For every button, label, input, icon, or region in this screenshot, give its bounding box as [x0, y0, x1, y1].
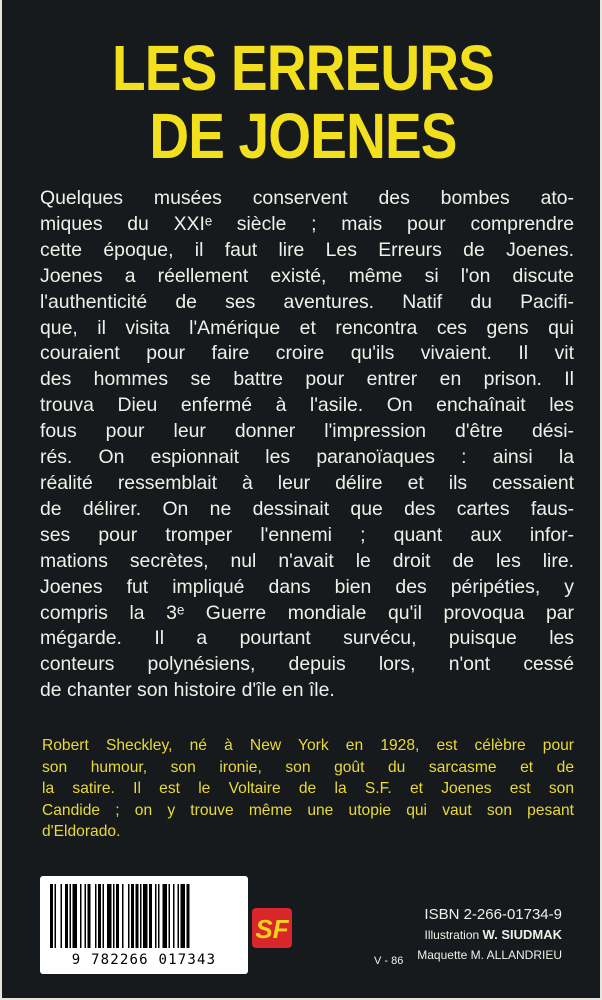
author-bio	[42, 735, 574, 843]
barcode-bar	[80, 884, 82, 948]
synopsis-line: de chanter son histoire d'île en île.	[40, 679, 335, 702]
synopsis-line: réalité ressemblait à leur délire et ils cessaient	[40, 471, 574, 494]
synopsis-line: rés. On espionnait les paranoïaques : ainsi la	[40, 446, 574, 469]
barcode-bar	[107, 884, 112, 948]
barcode-bar	[98, 884, 101, 948]
synopsis-line: ses pour tromper l'ennemi ; quant aux infor-	[40, 523, 574, 546]
synopsis-line: de délirer. On ne dessinait que des cartes faus-	[40, 497, 574, 520]
barcode-bar	[155, 884, 157, 948]
title-line-2: DE JOENES	[149, 100, 457, 172]
book-title	[44, 34, 562, 170]
barcode-bar	[65, 884, 68, 948]
barcode-bar	[50, 884, 53, 948]
barcode-bar	[61, 884, 63, 948]
publication-info	[417, 905, 562, 965]
synopsis-line: que, il visita l'Amérique et rencontra ces gens qui	[40, 316, 574, 339]
synopsis-line: fous pour leur donner l'impression d'être dési-	[40, 420, 574, 443]
illustration-label: Illustration	[424, 928, 480, 942]
synopsis-line: l'authenticité de ses aventures. Natif du Pacifi-	[40, 290, 574, 313]
barcode-bars	[48, 884, 240, 950]
title-line-1: LES ERREURS	[111, 32, 495, 104]
synopsis-line: Quelques musées conservent des bombes ato-	[40, 187, 574, 209]
author-bio-line: Robert Sheckley, né à New York en 1928, est célèbre pour	[42, 737, 574, 754]
barcode-bar	[178, 884, 180, 948]
barcode-bar	[128, 884, 130, 948]
barcode-bar	[131, 884, 134, 948]
synopsis-line: mations secrètes, nul n'avait le droit de les lire.	[40, 549, 574, 572]
synopsis-line: mégarde. Il a pourtant survécu, puisque les	[40, 627, 574, 650]
synopsis-line: Joenes a réellement existé, même si l'on discute	[40, 264, 574, 287]
sf-logo-icon	[252, 908, 292, 948]
barcode-bar	[55, 884, 57, 948]
barcode-bar	[113, 884, 115, 948]
author-bio-line: la satire. Il est le Voltaire de la S.F. et Joenes est son	[42, 780, 574, 798]
author-bio-line: Candide ; on y trouve même une utopie qui vaut son pesant	[42, 801, 574, 819]
isbn: ISBN 2-266-01734-9	[424, 906, 562, 923]
synopsis-line: conteurs polynésiens, depuis lors, n'ont cessé	[40, 653, 574, 676]
barcode-bar	[187, 884, 190, 948]
barcode-bar	[122, 884, 124, 948]
barcode-bar	[140, 884, 142, 948]
author-bio-line: son humour, son ironie, son goût du sarcasme et de	[42, 758, 574, 776]
series-code: V - 86	[374, 955, 404, 967]
barcode	[40, 876, 248, 974]
maquette-credit: Maquette M. ALLANDRIEU	[417, 948, 562, 962]
barcode-bar	[70, 884, 72, 948]
barcode-bar	[95, 884, 97, 948]
sf-logo-text: SF	[255, 914, 289, 944]
barcode-bar	[169, 884, 171, 948]
synopsis-line: cette époque, il faut lire Les Erreurs de Joenes.	[40, 238, 574, 261]
synopsis-text	[40, 186, 574, 704]
synopsis-line: miques du XXIᵉ siècle ; mais pour comprendre	[40, 212, 574, 235]
author-bio-line: d'Eldorado.	[42, 823, 121, 841]
synopsis-line: Joenes fut impliqué dans bien des péripéties, y	[40, 575, 574, 598]
illustrator-name: W. SIUDMAK	[482, 927, 562, 942]
barcode-bar	[149, 884, 152, 948]
barcode-bar	[116, 884, 119, 948]
barcode-bar	[103, 884, 105, 948]
barcode-bar	[158, 884, 160, 948]
synopsis-line: des hommes se battre pour entrer en prison. Il	[40, 368, 574, 391]
illustration-credit	[417, 925, 562, 945]
barcode-bar	[88, 884, 91, 948]
barcode-bar	[173, 884, 175, 948]
synopsis-line: couraient pour faire croire qu'ils vivaient. Il vit	[40, 342, 574, 365]
synopsis-line: compris la 3ᵉ Guerre mondiale qu'il provoqua par	[40, 601, 574, 624]
barcode-bar	[85, 884, 87, 948]
barcode-bar	[163, 884, 168, 948]
barcode-number: 9 782266 017343	[71, 952, 217, 968]
barcode-bar	[73, 884, 78, 948]
barcode-bar	[136, 884, 139, 948]
barcode-bar	[143, 884, 148, 948]
barcode-bar	[181, 884, 186, 948]
synopsis-line: trouva Dieu enfermé à l'asile. On enchaînait les	[40, 394, 574, 417]
